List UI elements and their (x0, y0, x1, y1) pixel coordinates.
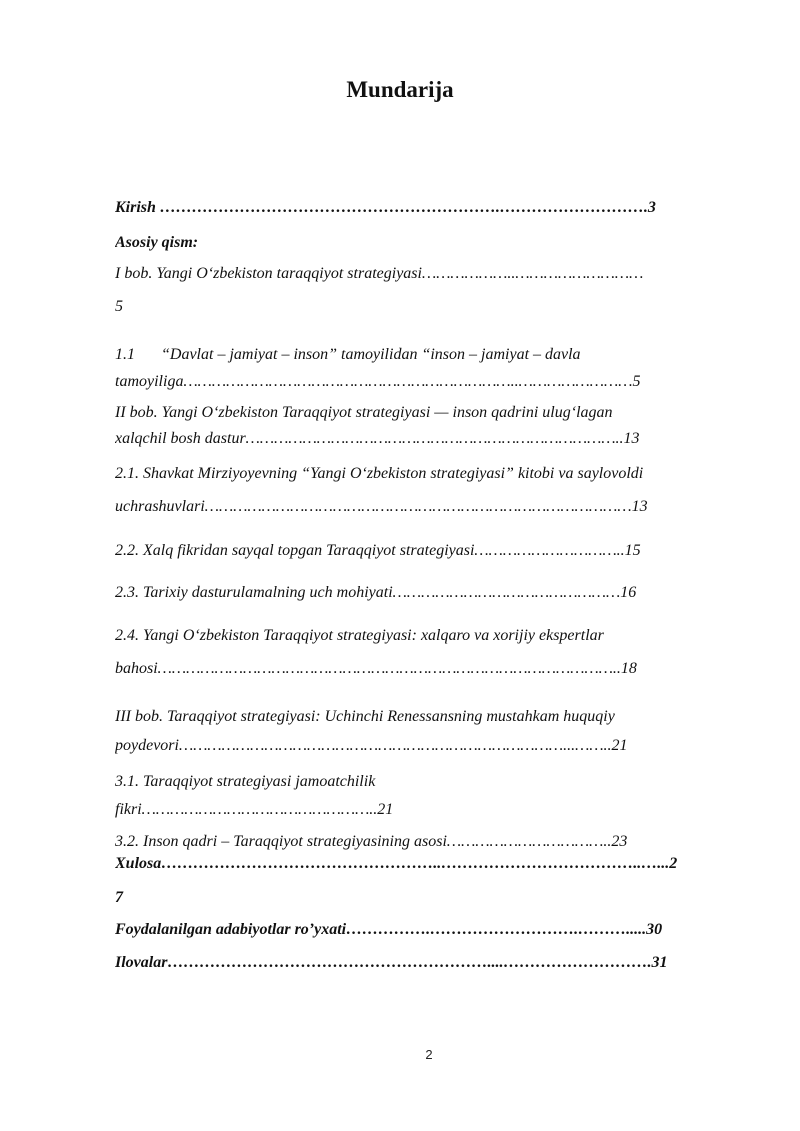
toc-entry-bob2-cont: xalqchil bosh dastur……………………………………………………………………..13 (115, 430, 640, 447)
toc-entry-bob3-cont: poydevori………………………………………………………………………...……..21 (115, 737, 628, 754)
toc-entry-1-1 (115, 345, 740, 365)
toc-entry-2-2: 2.2. Xalq fikridan sayqal topgan Taraqqiyot strategiyasi…………………………..15 (115, 542, 641, 559)
toc-entry-kirish: Kirish ……………………………………………………….……………………….3 (115, 199, 656, 216)
toc-entry-2-3: 2.3. Tarixiy dasturulamalning uch mohiyati…………………………………………16 (115, 584, 637, 601)
toc-entry-1-1-cont: tamoyiliga……………………………………………………………..……………………5 (115, 373, 641, 390)
toc-entry-2-4: 2.4. Yangi O‘zbekiston Taraqqiyot strategiyasi: xalqaro va xorijiy ekspertlar (115, 627, 604, 644)
toc-entry-bob1: I bob. Yangi O‘zbekiston taraqqiyot strategiyasi………………..……………………… (115, 265, 644, 282)
toc-heading-asosiy-qism: Asosiy qism: (115, 234, 199, 251)
page-number: 2 (425, 1047, 433, 1062)
toc-entry-xulosa-page: 7 (115, 889, 123, 906)
toc-entry-1-1-text: “Davlat – jamiyat – inson” tamoyilidan “inson – jamiyat – davla (161, 346, 581, 363)
toc-entry-2-4-cont: bahosi……………………………………………………………………………………..18 (115, 660, 637, 677)
toc-entry-1-1-number: 1.1 (115, 346, 135, 363)
toc-entry-3-2: 3.2. Inson qadri – Taraqqiyot strategiyasining asosi……………………………..23 (115, 833, 628, 850)
toc-entry-foydalanilgan: Foydalanilgan adabiyotlar ro’yxati…………….……………………….……….....30 (115, 921, 663, 938)
page-title: Mundarija (346, 77, 454, 102)
toc-entry-ilovalar: Ilovalar……………………………………………………....……………………….31 (115, 954, 668, 971)
toc-entry-3-1-cont: fikri…………………………………………..21 (115, 801, 394, 818)
toc-entry-2-1: 2.1. Shavkat Mirziyoyevning “Yangi O‘zbekiston strategiyasi” kitobi va saylovoldi (115, 465, 644, 482)
toc-entry-bob1-page: 5 (115, 298, 123, 315)
toc-entry-bob3: III bob. Taraqqiyot strategiyasi: Uchinchi Renessansning mustahkam huquqiy (115, 708, 615, 725)
toc-entry-xulosa: Xulosa……………………………………………..………………………………..…...2 (115, 855, 678, 872)
toc-entry-2-1-cont: uchrashuvlari………………………………………………………………………………13 (115, 498, 648, 515)
toc-entry-3-1: 3.1. Taraqqiyot strategiyasi jamoatchilik (115, 773, 376, 790)
toc-entry-bob2: II bob. Yangi O‘zbekiston Taraqqiyot strategiyasi — inson qadrini ulug‘lagan (115, 404, 613, 421)
